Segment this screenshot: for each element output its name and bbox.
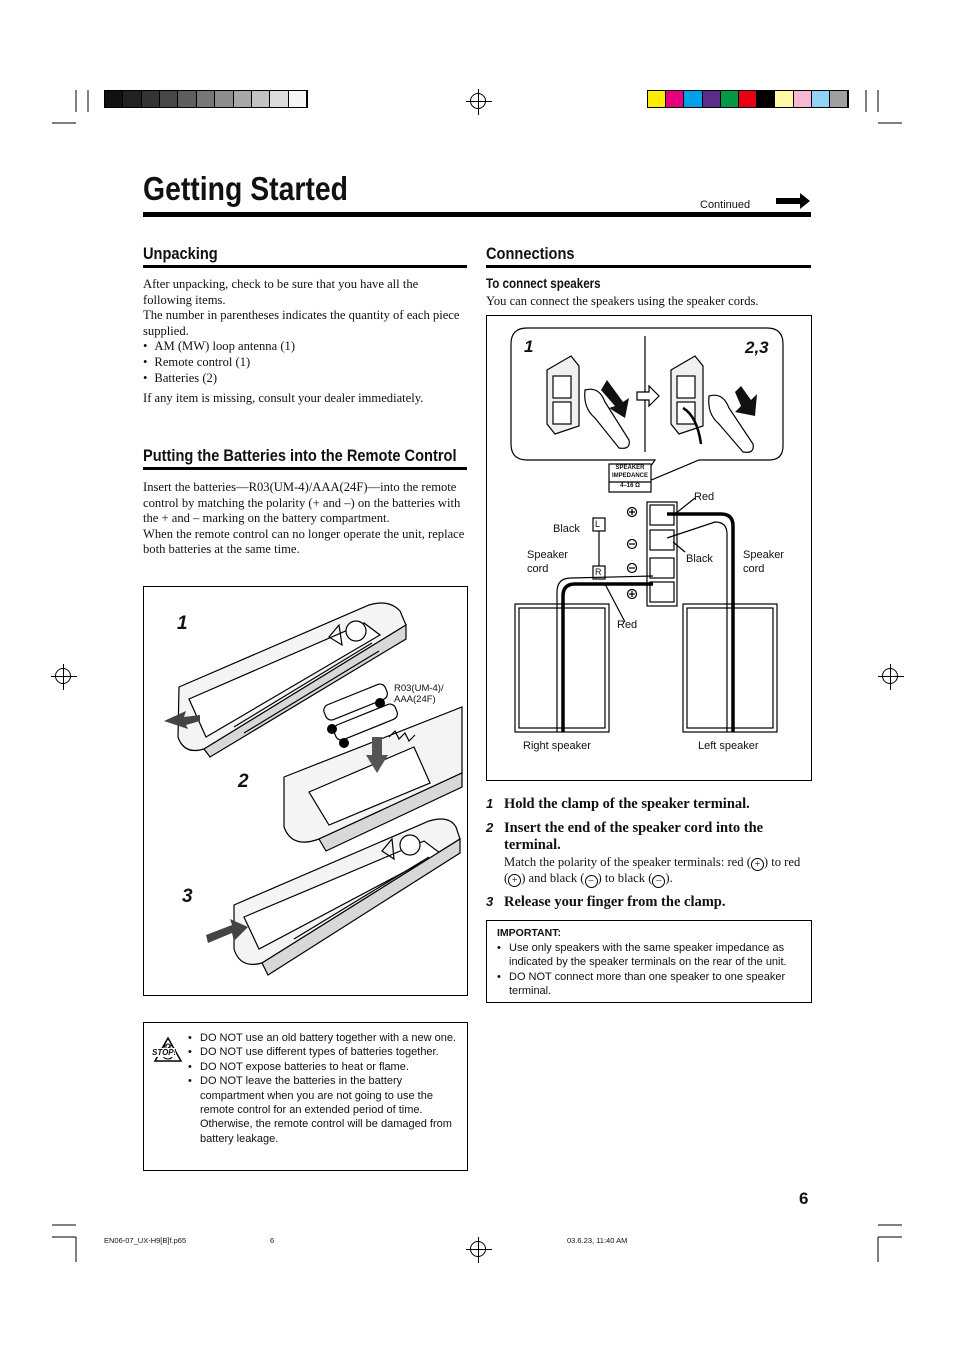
step-number: 3 [486,894,494,909]
unpacking-rule [143,265,467,268]
step-3 [486,893,811,911]
speaker-cord-label [527,548,568,576]
minus-circle-icon: – [652,875,665,888]
battery-figure [143,586,468,996]
connections-intro: You can connect the speakers using the speaker cords. [486,294,759,308]
step-number: 2 [486,820,494,835]
unpacking-heading: Unpacking [143,244,218,263]
polarity-text: ) and black ( [521,871,585,885]
wire-label-red: Red [694,491,715,503]
unpacking-paragraph: After unpacking, check to be sure that you have all the following items. [143,277,419,307]
arrow-right-icon [776,193,810,209]
page-number: 6 [799,1189,809,1208]
step-2 [486,820,811,854]
speaker-cord-label [743,548,784,576]
polarity-note [504,855,804,888]
list-item: • DO NOT use different types of batteries together. [188,1045,458,1059]
stop-label: STOP! [152,1048,177,1057]
continued-label: Continued [700,199,751,211]
step-number: 1 [177,613,188,634]
speaker-cord-label-line: cord [743,563,765,575]
speaker-cord-label-line: Speaker [743,549,784,561]
list-item: • DO NOT connect more than one speaker to one speaker terminal. [497,970,801,999]
terminal-r-label: R [595,567,602,577]
page-title: Getting Started [143,170,348,207]
polarity-text: ). [665,871,673,885]
unpacking-paragraph: If any item is missing, consult your dealer immediately. [143,391,424,406]
list-item: • Use only speakers with the same speaker impedance as indicated by the speaker terminals on the rear of the unit. [497,941,801,970]
plus-circle-icon: + [508,874,521,887]
list-item: • AM (MW) loop antenna (1) [143,339,465,355]
step-number: 3 [182,886,193,907]
speaker-figure [486,315,812,781]
batteries-paragraph: Insert the batteries—R03(UM-4)/AAA(24F)—into the remote control by matching the polarity (+ and –) on the batteries with the + and – marking on the battery compartment. [143,480,461,526]
list-item: • Remote control (1) [143,355,465,371]
footer-page: 6 [270,1236,275,1245]
wire-label-black: Black [553,523,580,535]
battery-type-label-line: AAA(24F) [394,694,436,705]
step-text: Release your finger from the clamp. [504,894,726,910]
unpacking-paragraph: The number in parentheses indicates the quantity of each piece supplied. [143,308,460,338]
batteries-body [143,480,465,558]
battery-type-label-line: R03(UM-4)/ [394,683,444,694]
batteries-paragraph: When the remote control can no longer operate the unit, replace both batteries at the same time. [143,526,465,557]
header-rule [143,212,811,217]
connections-heading: Connections [486,244,575,263]
right-speaker-label: Right speaker [523,740,591,752]
left-speaker-label: Left speaker [698,740,759,752]
batteries-rule [143,467,467,470]
list-item: • DO NOT leave the batteries in the battery compartment when you are not going to use the remote control for an extended period of time. Otherwise, the remote control will be damaged from battery leakage. [188,1074,458,1146]
remote-control-illustration [144,587,467,995]
speaker-cord-label-line: cord [527,563,549,575]
list-item: • Batteries (2) [143,371,465,387]
minus-circle-icon: – [585,875,598,888]
polarity-text: ) to black ( [597,871,653,885]
battery-type-label [394,683,444,705]
impedance-label-line: 4–16 Ω [620,483,640,489]
impedance-label-line: IMPEDANCE [611,472,648,479]
step-number: 2 [238,771,249,792]
connections-rule [486,265,811,268]
step-text: Insert the end of the speaker cord into the terminal. [504,820,764,853]
important-box [486,920,812,1003]
wire-label-black: Black [686,553,713,565]
terminal-l-label: L [595,519,601,529]
warning-box [143,1022,468,1171]
list-item: • DO NOT expose batteries to heat or flame. [188,1060,458,1074]
step-number: 2,3 [745,338,769,357]
speaker-cord-label-line: Speaker [527,549,568,561]
batteries-heading: Putting the Batteries into the Remote Control [143,446,457,465]
footer-file: EN06-07_UX-H9[B]f.p65 [104,1236,187,1245]
footer-date: 03.6.23, 11:40 AM [567,1236,628,1245]
polarity-text: ) to red ( [504,855,801,885]
step-text: Hold the clamp of the speaker terminal. [504,796,750,812]
step-number: 1 [486,796,494,811]
step-1 [486,795,811,813]
unpacking-body [143,277,465,407]
step-number: 1 [524,337,534,356]
connect-speakers-subheading: To connect speakers [486,276,601,291]
plus-circle-icon: + [751,858,764,871]
important-heading: IMPORTANT: [497,927,561,939]
wire-label-red: Red [617,619,638,631]
impedance-label [609,465,651,491]
impedance-label-line: SPEAKER [615,465,645,471]
list-item: • DO NOT use an old battery together with a new one. [188,1031,458,1045]
polarity-text: Match the polarity of the speaker terminals: red ( [504,855,751,869]
